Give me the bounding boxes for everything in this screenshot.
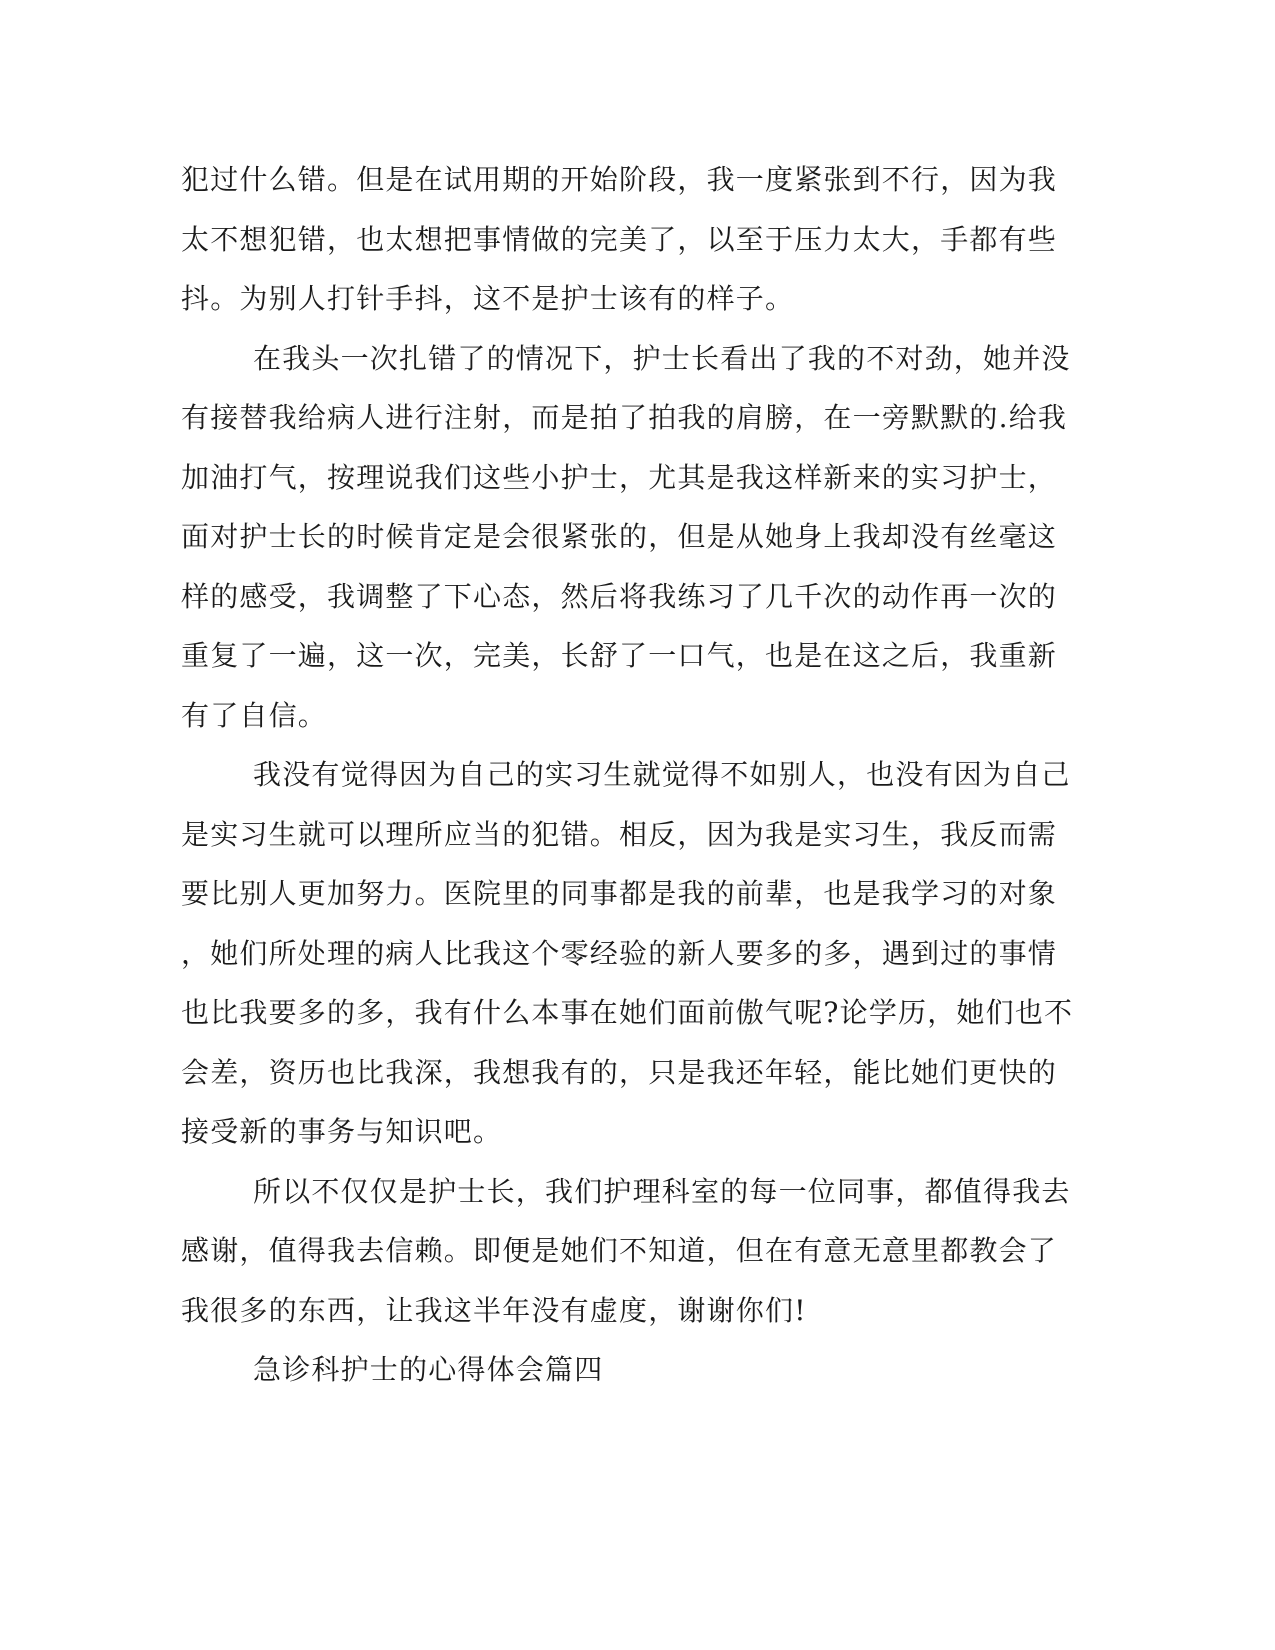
paragraph	[181, 150, 1061, 329]
text-line: 接受新的事务与知识吧。	[181, 1115, 503, 1148]
text-line: 样的感受，我调整了下心态，然后将我练习了几千次的动作再一次的	[181, 579, 1058, 613]
paragraph	[181, 1340, 1061, 1400]
text-line: 犯过什么错。但是在试用期的开始阶段，我一度紧张到不行，因为我	[181, 163, 1058, 196]
paragraph	[181, 745, 1074, 1162]
text-line: 所以不仅仅是护士长，我们护理科室的每一位同事，都值得我去	[253, 1174, 1071, 1208]
text-line: 感谢，值得我去信赖。即便是她们不知道，但在有意无意里都教会了	[181, 1234, 1058, 1267]
text-line: 抖。为别人打针手抖，这不是护士该有的样子。	[181, 282, 795, 315]
text-line: 太不想犯错，也太想把事情做的完美了，以至于压力太大，手都有些	[181, 222, 1058, 256]
text-line: 会差，资历也比我深，我想我有的，只是我还年轻，能比她们更快的	[181, 1055, 1058, 1089]
text-line: 面对护士长的时候肯定是会很紧张的，但是从她身上我却没有丝毫这	[181, 520, 1058, 553]
text-line: 也比我要多的多，我有什么本事在她们面前傲气呢?论学历，她们也不	[181, 996, 1074, 1029]
text-line: 在我头一次扎错了的情况下，护士长看出了我的不对劲，她并没	[253, 341, 1071, 375]
paragraph	[181, 329, 1071, 746]
text-line: 要比别人更加努力。医院里的同事都是我的前辈，也是我学习的对象	[181, 877, 1058, 910]
text-line: 我没有觉得因为自己的实习生就觉得不如别人，也没有因为自己	[253, 758, 1071, 791]
text-line: 有了自信。	[181, 698, 328, 732]
text-line: 我很多的东西，让我这半年没有虚度，谢谢你们!	[181, 1293, 807, 1327]
paragraph	[181, 1162, 1071, 1341]
document-body	[181, 150, 1074, 1400]
text-line: 加油打气，按理说我们这些小护士，尤其是我这样新来的实习护士，	[181, 460, 1058, 494]
text-line: 急诊科护士的心得体会篇四	[253, 1353, 604, 1386]
text-line: 有接替我给病人进行注射，而是拍了拍我的肩膀，在一旁默默的.给我	[181, 401, 1068, 434]
text-line: ，她们所处理的病人比我这个零经验的新人要多的多，遇到过的事情	[181, 936, 1058, 970]
text-line: 是实习生就可以理所应当的犯错。相反，因为我是实习生，我反而需	[181, 817, 1058, 851]
text-line: 重复了一遍，这一次，完美，长舒了一口气，也是在这之后，我重新	[181, 639, 1058, 672]
